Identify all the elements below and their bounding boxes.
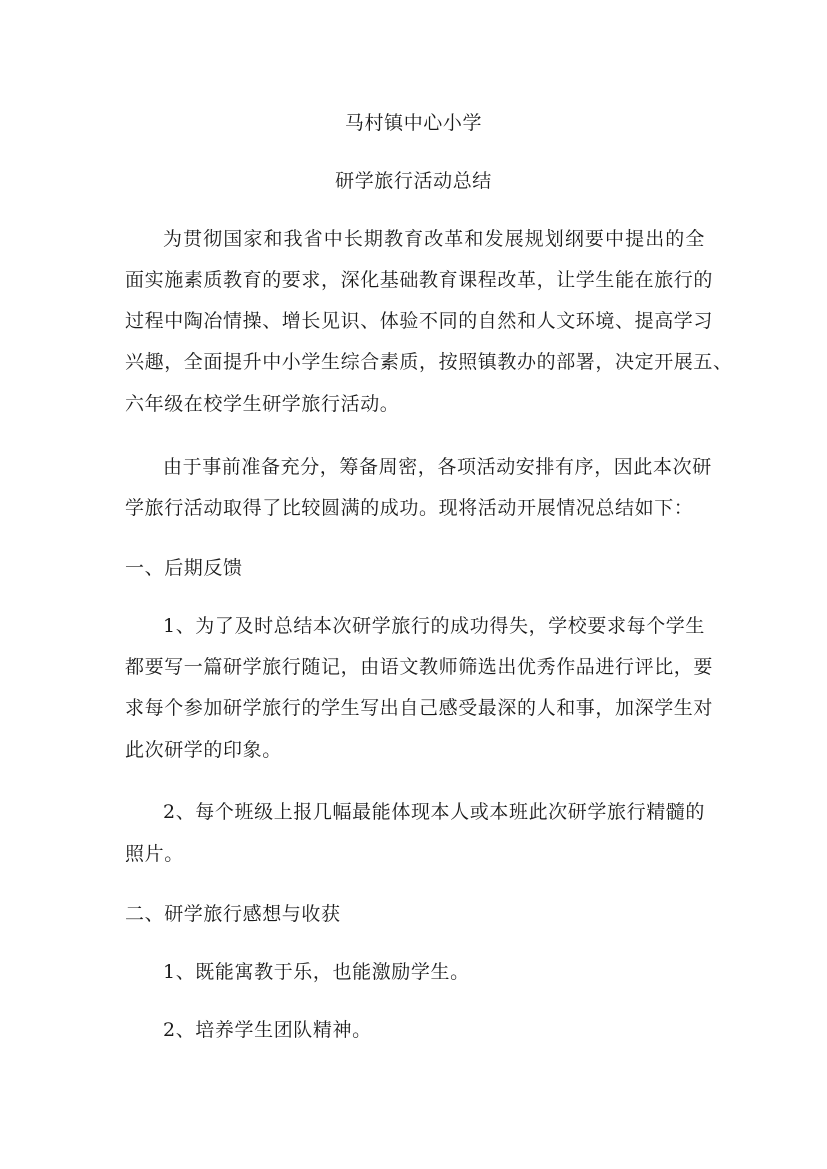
section-two-item-2: 2、培养学生团队精神。 xyxy=(163,1019,372,1041)
paragraph-line: 1、为了及时总结本次研学旅行的成功得失，学校要求每个学生 xyxy=(163,615,705,637)
school-name: 马村镇中心小学 xyxy=(344,112,483,134)
paragraph-line: 照片。 xyxy=(125,843,184,865)
paragraph-line: 由于事前准备充分，筹备周密，各项活动安排有序，因此本次研 xyxy=(163,456,712,478)
section-one-heading: 一、后期反馈 xyxy=(125,557,243,579)
section-two-item-1: 1、既能寓教于乐，也能激励学生。 xyxy=(163,961,470,983)
section-two-heading: 二、研学旅行感想与收获 xyxy=(125,903,341,925)
paragraph-line: 为贯彻国家和我省中长期教育改革和发展规划纲要中提出的全 xyxy=(163,228,705,250)
paragraph-line: 2、每个班级上报几幅最能体现本人或本班此次研学旅行精髓的 xyxy=(163,801,705,823)
paragraph-line: 求每个参加研学旅行的学生写出自己感受最深的人和事，加深学生对 xyxy=(125,697,714,719)
paragraph-line: 兴趣，全面提升中小学生综合素质，按照镇教办的部署，决定开展五、 xyxy=(125,351,733,373)
paragraph-line: 都要写一篇研学旅行随记，由语文教师筛选出优秀作品进行评比，要 xyxy=(125,656,714,678)
paragraph-line: 过程中陶冶情操、增长见识、体验不同的自然和人文环境、提高学习 xyxy=(125,310,714,332)
document-title: 研学旅行活动总结 xyxy=(335,170,492,192)
paragraph-line: 六年级在校学生研学旅行活动。 xyxy=(125,393,400,415)
paragraph-line: 此次研学的印象。 xyxy=(125,739,282,761)
paragraph-line: 学旅行活动取得了比较圆满的成功。现将活动开展情况总结如下： xyxy=(125,497,694,519)
paragraph-line: 面实施素质教育的要求，深化基础教育课程改革，让学生能在旅行的 xyxy=(125,269,714,291)
